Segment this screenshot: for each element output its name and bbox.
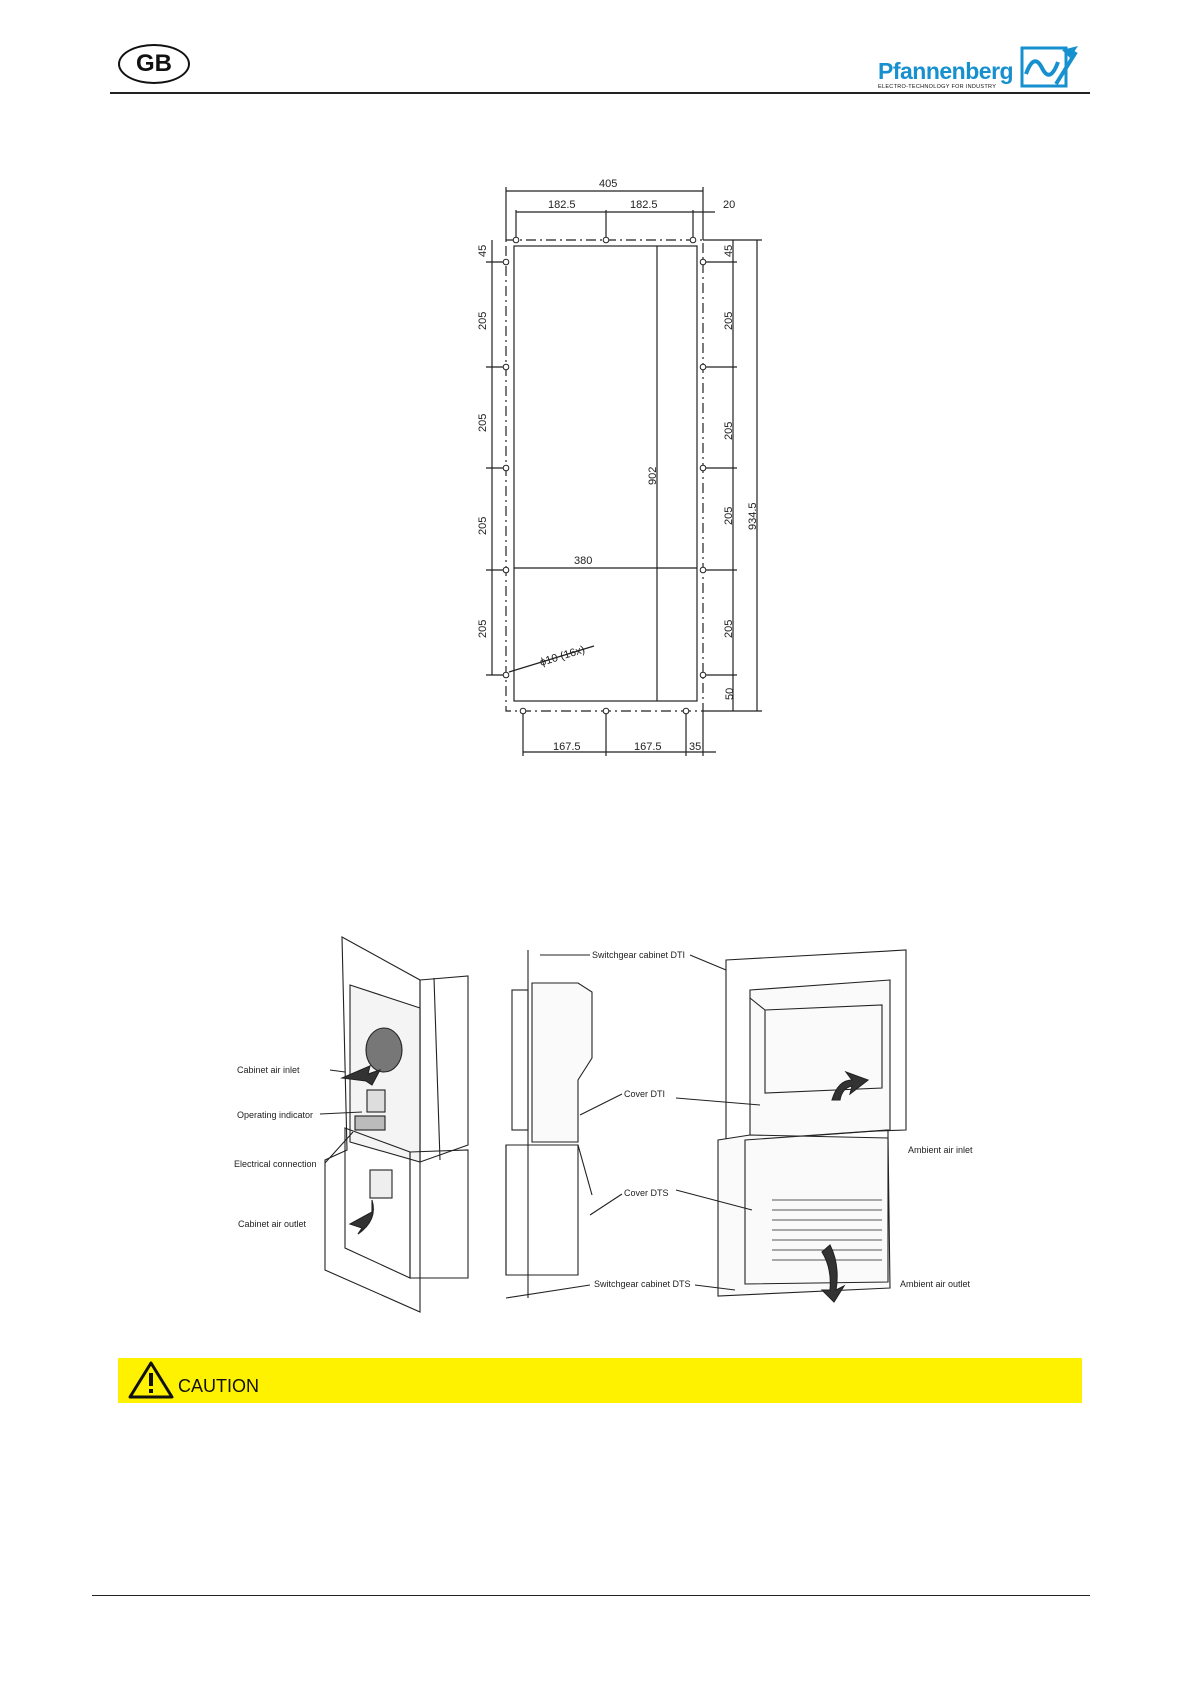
dim-bottom-left-span: 167.5	[553, 741, 581, 753]
dim-hole: ϕ10 (16x)	[538, 643, 587, 669]
dim-left-spacing: 205	[477, 413, 489, 432]
label-cabinet-air-outlet: Cabinet air outlet	[238, 1219, 307, 1229]
label-switchgear-cabinet-dti: Switchgear cabinet DTI	[592, 950, 686, 960]
warning-triangle-icon	[128, 1360, 174, 1400]
dim-left-spacing: 205	[477, 516, 489, 535]
dim-right-spacing: 205	[723, 619, 735, 638]
label-operating-indicator: Operating indicator	[237, 1110, 314, 1120]
dim-top-edge-right: 45	[723, 244, 735, 257]
dim-top-left-span: 182.5	[548, 199, 576, 211]
header-rule	[110, 92, 1090, 94]
dim-left-spacing: 205	[477, 311, 489, 330]
dim-left-spacing: 205	[477, 619, 489, 638]
language-badge: GB	[118, 44, 190, 84]
installation-drawing	[230, 930, 990, 1320]
cutout-dimension-drawing	[440, 170, 770, 770]
dim-overall-width: 405	[599, 178, 618, 190]
dim-inner-width: 380	[574, 555, 593, 567]
dim-bottom-right-span: 167.5	[634, 741, 662, 753]
label-switchgear-cabinet-dts: Switchgear cabinet DTS	[594, 1279, 691, 1289]
dim-right-spacing: 205	[723, 311, 735, 330]
brand-name: Pfannenberg	[878, 58, 1014, 84]
label-electrical-connection: Electrical connection	[234, 1159, 317, 1169]
label-cover-dti: Cover DTI	[624, 1089, 666, 1099]
label-cabinet-air-inlet: Cabinet air inlet	[237, 1065, 300, 1075]
pfannenberg-logo-icon	[1020, 44, 1082, 90]
caution-bar	[118, 1358, 1082, 1403]
dim-bottom-edge-right: 50	[724, 687, 736, 700]
footer-rule	[92, 1595, 1090, 1596]
dim-top-edge-left: 45	[477, 244, 489, 257]
dim-bottom-offset: 35	[689, 741, 702, 753]
label-ambient-air-outlet: Ambient air outlet	[900, 1279, 971, 1289]
dim-top-offset: 20	[723, 199, 736, 211]
label-ambient-air-inlet: Ambient air inlet	[908, 1145, 973, 1155]
dim-right-spacing: 205	[723, 421, 735, 440]
dim-right-spacing: 205	[723, 506, 735, 525]
dim-inner-height: 902	[647, 466, 659, 485]
label-cover-dts: Cover DTS	[624, 1188, 669, 1198]
dim-top-right-span: 182.5	[630, 199, 658, 211]
caution-label: CAUTION	[178, 1376, 259, 1396]
brand-tagline: ELECTRO-TECHNOLOGY FOR INDUSTRY	[878, 84, 997, 90]
dim-overall-height: 934.5	[747, 502, 759, 530]
